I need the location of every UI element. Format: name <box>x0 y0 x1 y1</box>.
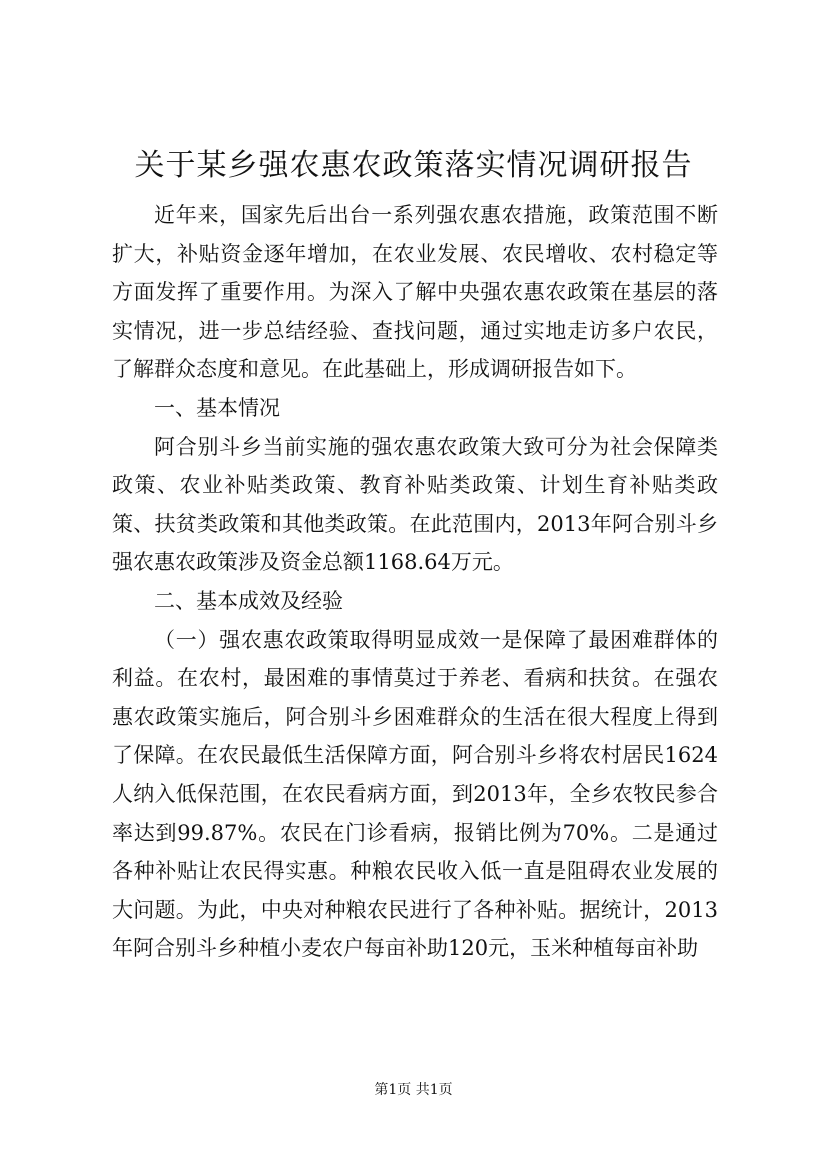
document-body <box>112 196 718 968</box>
paragraph-achievements: （一）强农惠农政策取得明显成效一是保障了最困难群体的利益。在农村，最困难的事情莫过于养老、看病和扶贫。在强农惠农政策实施后，阿合别斗乡困难群众的生活在很大程度上得到了保障。在农民最低生活保障方面，阿合别斗乡将农村居民1624人纳入低保范围，在农民看病方面，到2013年，全乡农牧民参合率达到99.87%。农民在门诊看病，报销比例为70%。二是通过各种补贴让农民得实惠。种粮农民收入低一直是阻碍农业发展的大问题。为此，中央对种粮农民进行了各种补贴。据统计，2013年阿合别斗乡种植小麦农户每亩补助120元，玉米种植每亩补助 <box>112 627 718 961</box>
page-footer: 第1页 共1页 <box>374 1082 453 1098</box>
section-heading-basic-situation: 一、基本情况 <box>154 395 280 420</box>
paragraph-intro: 近年来，国家先后出台一系列强农惠农措施，政策范围不断扩大，补贴资金逐年增加，在农业发展、农民增收、农村稳定等方面发挥了重要作用。为深入了解中央强农惠农政策在基层的落实情况，进一步总结经验、查找问题，通过实地走访多户农民，了解群众态度和意见。在此基础上，形成调研报告如下。 <box>112 203 718 382</box>
section-heading-achievements: 二、基本成效及经验 <box>154 588 343 613</box>
paragraph-basic-situation: 阿合别斗乡当前实施的强农惠农政策大致可分为社会保障类政策、农业补贴类政策、教育补贴类政策、计划生育补贴类政策、扶贫类政策和其他类政策。在此范围内，2013年阿合别斗乡强农惠农政策涉及资金总额1168.64万元。 <box>112 434 718 575</box>
document-title: 关于某乡强农惠农政策落实情况调研报告 <box>134 148 693 183</box>
